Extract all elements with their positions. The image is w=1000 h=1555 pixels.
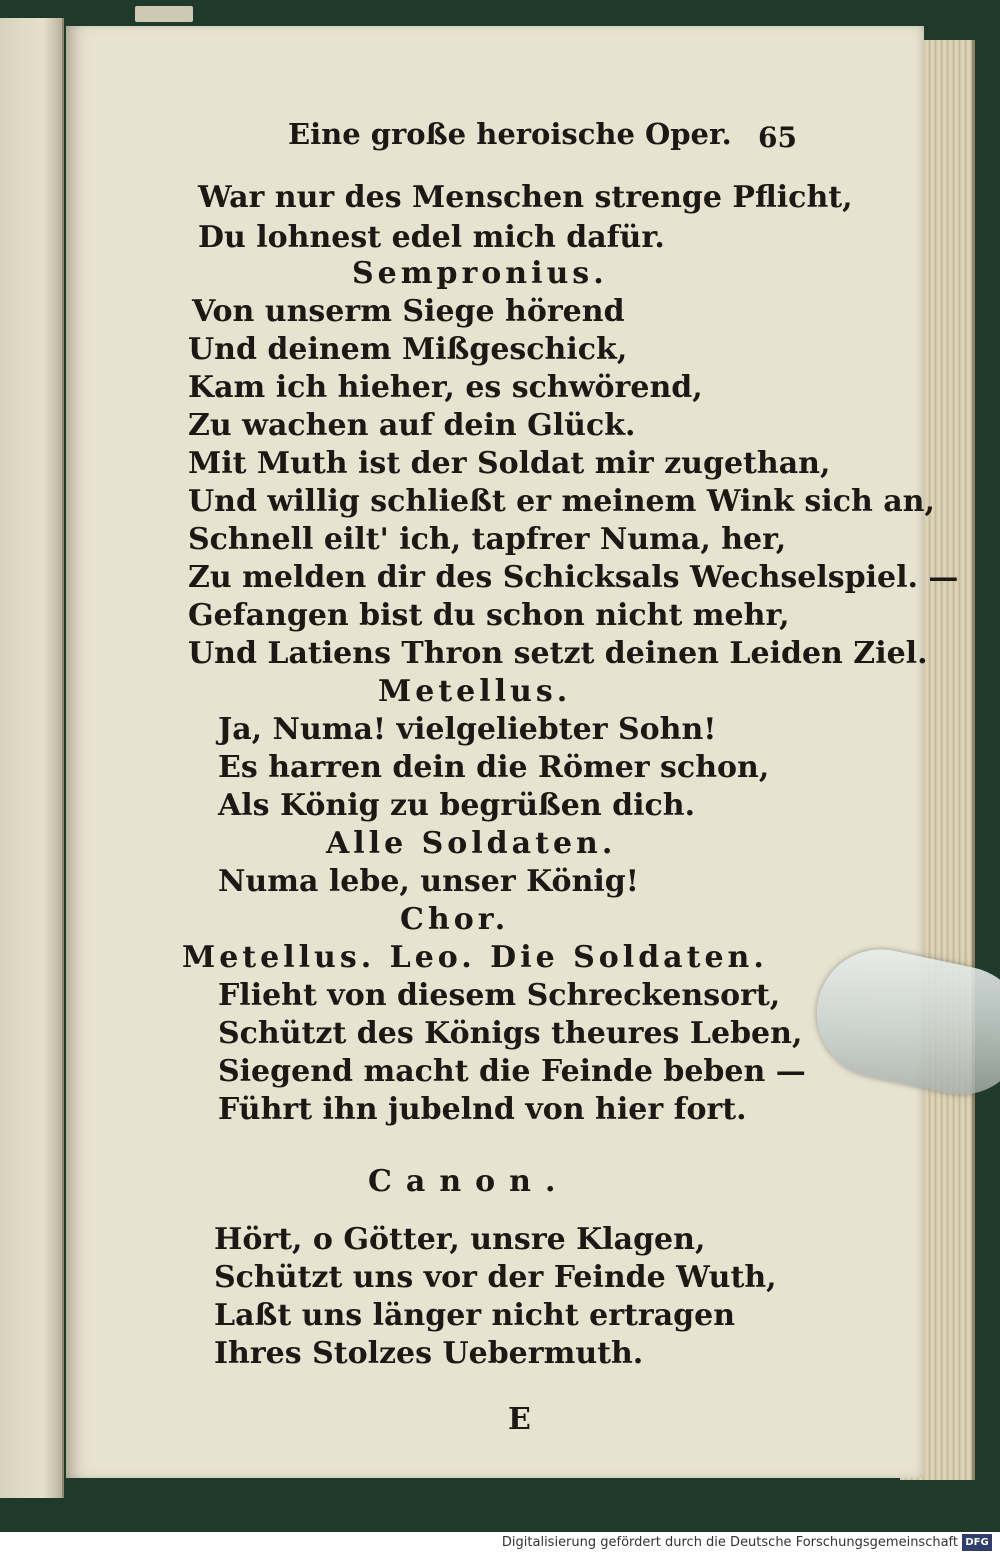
text-line: Führt ihn jubelnd von hier fort. — [218, 1092, 747, 1127]
page-number: 65 — [758, 121, 797, 154]
speaker-label: Metellus. Leo. Die Soldaten. — [182, 940, 768, 975]
text-line: Von unserm Siege hörend — [192, 294, 625, 329]
text-line: Gefangen bist du schon nicht mehr, — [188, 598, 790, 633]
speaker-label: Chor. — [400, 902, 510, 937]
text-line: Schützt uns vor der Feinde Wuth, — [214, 1260, 777, 1295]
text-line: Als König zu begrüßen dich. — [218, 788, 696, 823]
dfg-logo: DFG — [962, 1534, 992, 1551]
text-line: Zu wachen auf dein Glück. — [188, 408, 636, 443]
text-line: Schnell eilt' ich, tapfrer Numa, her, — [188, 522, 787, 557]
text-line: Es harren dein die Römer schon, — [218, 750, 770, 785]
section-heading: Canon. — [368, 1164, 570, 1199]
speaker-label: Metellus. — [378, 674, 572, 709]
footer-bar — [0, 1532, 1000, 1555]
text-line: Ja, Numa! vielgeliebter Sohn! — [218, 712, 717, 747]
text-line: Numa lebe, unser König! — [218, 864, 639, 899]
left-page-edge — [0, 18, 64, 1498]
text-line: Und Latiens Thron setzt deinen Leiden Ziel. — [188, 636, 928, 671]
text-line: Siegend macht die Feinde beben — — [218, 1054, 806, 1089]
speaker-label: Sempronius. — [352, 256, 608, 291]
text-line: Schützt des Königs theures Leben, — [218, 1016, 803, 1051]
text-line: Hört, o Götter, unsre Klagen, — [214, 1222, 706, 1257]
text-line: Und willig schließt er meinem Wink sich an, — [188, 484, 935, 519]
text-line: Und deinem Mißgeschick, — [188, 332, 628, 367]
text-line: Zu melden dir des Schicksals Wechselspiel. — — [188, 560, 959, 595]
top-clip — [135, 6, 193, 22]
speaker-label: Alle Soldaten. — [326, 826, 617, 861]
text-line: Mit Muth ist der Soldat mir zugethan, — [188, 446, 831, 481]
text-line: War nur des Menschen strenge Pflicht, — [198, 180, 853, 215]
text-line: Flieht von diesem Schreckensort, — [218, 978, 781, 1013]
text-line: Laßt uns länger nicht ertragen — [214, 1298, 736, 1333]
funding-credit: Digitalisierung gefördert durch die Deutsche Forschungsgemeinschaft — [501, 1535, 958, 1550]
text-line: Du lohnest edel mich dafür. — [198, 220, 665, 255]
text-line: Ihres Stolzes Uebermuth. — [214, 1336, 644, 1371]
running-title: Eine große heroische Oper. — [288, 117, 732, 151]
text-line: Kam ich hieher, es schwörend, — [188, 370, 703, 405]
catchword: E — [508, 1402, 531, 1437]
